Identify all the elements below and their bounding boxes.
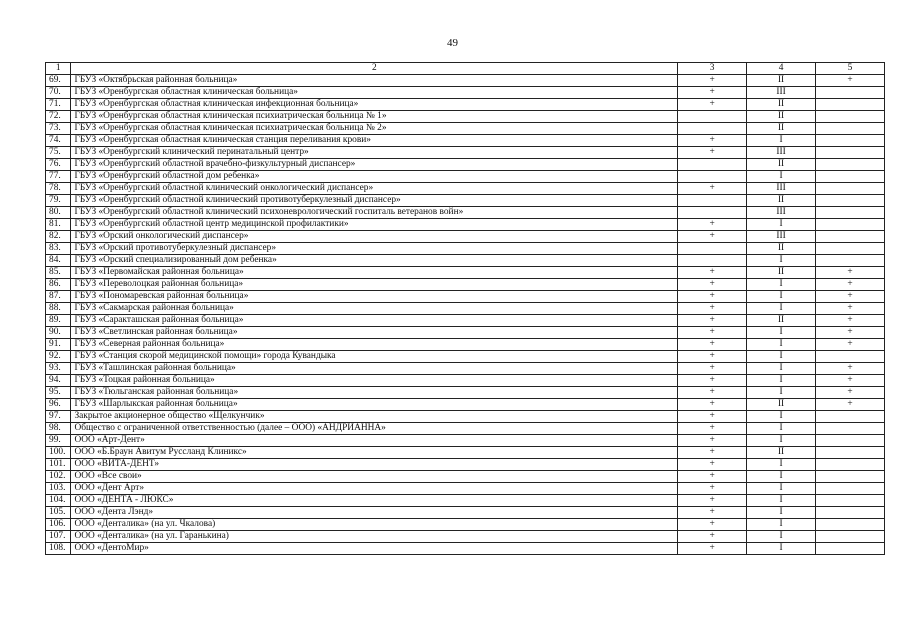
col-3-mark: + (678, 87, 747, 99)
col-4-level: II (747, 99, 816, 111)
col-3-mark (678, 123, 747, 135)
col-5-mark: + (816, 387, 885, 399)
col-4-level: I (747, 351, 816, 363)
organization-name: ГБУЗ «Шарлыкская районная больница» (71, 399, 678, 411)
row-number: 75. (46, 147, 71, 159)
row-number: 80. (46, 207, 71, 219)
organization-name: ГБУЗ «Станция скорой медицинской помощи» города Кувандыка (71, 351, 678, 363)
organization-name: Закрытое акционерное общество «Щелкунчик» (71, 411, 678, 423)
col-5-mark (816, 471, 885, 483)
row-number: 71. (46, 99, 71, 111)
registry-table-body (46, 63, 885, 555)
col-3-mark: + (678, 411, 747, 423)
table-row (46, 147, 885, 159)
organization-name: ГБУЗ «Тюльганская районная больница» (71, 387, 678, 399)
row-number: 103. (46, 483, 71, 495)
col-4-level: III (747, 147, 816, 159)
col-3-mark (678, 243, 747, 255)
row-number: 108. (46, 543, 71, 555)
col-5-mark (816, 207, 885, 219)
table-row (46, 267, 885, 279)
col-5-mark (816, 543, 885, 555)
col-4-level: III (747, 87, 816, 99)
table-row (46, 399, 885, 411)
row-number: 77. (46, 171, 71, 183)
organization-name: ГБУЗ «Тоцкая районная больница» (71, 375, 678, 387)
table-row (46, 75, 885, 87)
row-number: 76. (46, 159, 71, 171)
col-3-mark: + (678, 339, 747, 351)
col-4-level: III (747, 207, 816, 219)
col-5-mark: + (816, 339, 885, 351)
row-number: 100. (46, 447, 71, 459)
row-number: 86. (46, 279, 71, 291)
col-4-level: I (747, 543, 816, 555)
col-5-mark (816, 255, 885, 267)
table-row (46, 495, 885, 507)
organization-name: ООО «ВИТА-ДЕНТ» (71, 459, 678, 471)
table-row (46, 471, 885, 483)
col-3-mark (678, 171, 747, 183)
row-number: 96. (46, 399, 71, 411)
table-row (46, 507, 885, 519)
table-row (46, 375, 885, 387)
col-5-mark (816, 447, 885, 459)
col-5-mark: + (816, 291, 885, 303)
col-3-mark: + (678, 231, 747, 243)
col-4-level: II (747, 267, 816, 279)
col-4-level: I (747, 435, 816, 447)
row-number: 99. (46, 435, 71, 447)
row-number: 93. (46, 363, 71, 375)
col-5-mark (816, 219, 885, 231)
col-3-mark (678, 207, 747, 219)
col-5-mark: + (816, 303, 885, 315)
header-col-4: 4 (747, 63, 816, 75)
col-3-mark: + (678, 495, 747, 507)
row-number: 89. (46, 315, 71, 327)
organization-name: ГБУЗ «Оренбургская областная клиническая психиатрическая больница № 2» (71, 123, 678, 135)
table-row (46, 387, 885, 399)
organization-name: ГБУЗ «Орский специализированный дом ребенка» (71, 255, 678, 267)
organization-name: ООО «ДЕНТА - ЛЮКС» (71, 495, 678, 507)
col-3-mark: + (678, 543, 747, 555)
row-number: 90. (46, 327, 71, 339)
col-3-mark: + (678, 447, 747, 459)
col-5-mark (816, 423, 885, 435)
table-row (46, 219, 885, 231)
table-row (46, 423, 885, 435)
organization-name: ГБУЗ «Северная районная больница» (71, 339, 678, 351)
col-5-mark (816, 531, 885, 543)
col-3-mark: + (678, 363, 747, 375)
row-number: 106. (46, 519, 71, 531)
organization-name: ГБУЗ «Светлинская районная больница» (71, 327, 678, 339)
table-row (46, 303, 885, 315)
organization-name: ГБУЗ «Октябрьская районная больница» (71, 75, 678, 87)
table-row (46, 483, 885, 495)
col-4-level: I (747, 471, 816, 483)
organization-name: ООО «ДентоМир» (71, 543, 678, 555)
row-number: 102. (46, 471, 71, 483)
col-5-mark (816, 147, 885, 159)
organization-name: ГБУЗ «Оренбургский областной дом ребенка» (71, 171, 678, 183)
row-number: 92. (46, 351, 71, 363)
col-4-level: I (747, 279, 816, 291)
table-row (46, 435, 885, 447)
row-number: 81. (46, 219, 71, 231)
organization-name: ООО «Арт-Дент» (71, 435, 678, 447)
row-number: 85. (46, 267, 71, 279)
organization-name: ООО «Все свои» (71, 471, 678, 483)
organization-name: ГБУЗ «Оренбургский областной клинический онкологический диспансер» (71, 183, 678, 195)
registry-table (45, 62, 885, 555)
row-number: 79. (46, 195, 71, 207)
col-4-level: I (747, 375, 816, 387)
col-4-level: I (747, 495, 816, 507)
organization-name: ГБУЗ «Оренбургская областная клиническая больница» (71, 87, 678, 99)
col-4-level: II (747, 447, 816, 459)
row-number: 101. (46, 459, 71, 471)
col-3-mark: + (678, 483, 747, 495)
row-number: 73. (46, 123, 71, 135)
organization-name: ГБУЗ «Оренбургская областная клиническая станция переливания крови» (71, 135, 678, 147)
organization-name: ГБУЗ «Оренбургский областной врачебно-физкультурный диспансер» (71, 159, 678, 171)
organization-name: ООО «Денталика» (на ул. Чкалова) (71, 519, 678, 531)
col-3-mark (678, 111, 747, 123)
col-3-mark (678, 159, 747, 171)
row-number: 107. (46, 531, 71, 543)
col-5-mark (816, 351, 885, 363)
col-4-level: I (747, 387, 816, 399)
col-4-level: I (747, 531, 816, 543)
table-row (46, 279, 885, 291)
organization-name: ООО «Дент Арт» (71, 483, 678, 495)
col-3-mark: + (678, 459, 747, 471)
col-4-level: I (747, 219, 816, 231)
table-row (46, 363, 885, 375)
col-3-mark: + (678, 531, 747, 543)
table-row (46, 327, 885, 339)
col-4-level: II (747, 111, 816, 123)
organization-name: ГБУЗ «Саракташская районная больница» (71, 315, 678, 327)
col-4-level: II (747, 75, 816, 87)
organization-name: ГБУЗ «Сакмарская районная больница» (71, 303, 678, 315)
col-5-mark: + (816, 315, 885, 327)
table-row (46, 87, 885, 99)
col-5-mark (816, 111, 885, 123)
col-5-mark (816, 519, 885, 531)
table-row (46, 135, 885, 147)
col-4-level: III (747, 231, 816, 243)
col-3-mark: + (678, 423, 747, 435)
col-3-mark: + (678, 147, 747, 159)
col-4-level: I (747, 519, 816, 531)
header-row (46, 63, 885, 75)
col-4-level: I (747, 459, 816, 471)
col-4-level: II (747, 315, 816, 327)
col-4-level: II (747, 399, 816, 411)
row-number: 70. (46, 87, 71, 99)
col-5-mark (816, 87, 885, 99)
col-5-mark: + (816, 363, 885, 375)
col-4-level: I (747, 339, 816, 351)
col-5-mark: + (816, 279, 885, 291)
table-row (46, 447, 885, 459)
col-4-level: II (747, 123, 816, 135)
header-col-3: 3 (678, 63, 747, 75)
col-4-level: I (747, 135, 816, 147)
row-number: 97. (46, 411, 71, 423)
col-5-mark (816, 99, 885, 111)
table-row (46, 243, 885, 255)
col-5-mark (816, 183, 885, 195)
organization-name: ГБУЗ «Оренбургский областной клинический противотуберкулезный диспансер» (71, 195, 678, 207)
col-5-mark (816, 483, 885, 495)
table-row (46, 99, 885, 111)
organization-name: ООО «Б.Браун Авитум Руссланд Клиникс» (71, 447, 678, 459)
col-4-level: I (747, 423, 816, 435)
page-number: 49 (447, 37, 458, 49)
table-row (46, 339, 885, 351)
col-3-mark: + (678, 267, 747, 279)
col-3-mark: + (678, 303, 747, 315)
col-4-level: I (747, 291, 816, 303)
organization-name: ГБУЗ «Орский противотуберкулезный диспансер» (71, 243, 678, 255)
organization-name: ГБУЗ «Орский онкологический диспансер» (71, 231, 678, 243)
row-number: 87. (46, 291, 71, 303)
col-3-mark (678, 255, 747, 267)
organization-name: ГБУЗ «Оренбургский областной центр медицинской профилактики» (71, 219, 678, 231)
col-5-mark (816, 435, 885, 447)
col-4-level: I (747, 507, 816, 519)
col-4-level: I (747, 363, 816, 375)
table-row (46, 111, 885, 123)
row-number: 88. (46, 303, 71, 315)
col-3-mark: + (678, 279, 747, 291)
col-5-mark (816, 411, 885, 423)
col-5-mark (816, 123, 885, 135)
col-3-mark: + (678, 99, 747, 111)
row-number: 98. (46, 423, 71, 435)
col-3-mark: + (678, 291, 747, 303)
organization-name: ООО «Дента Лэнд» (71, 507, 678, 519)
col-3-mark: + (678, 351, 747, 363)
col-4-level: II (747, 243, 816, 255)
col-5-mark: + (816, 327, 885, 339)
col-5-mark (816, 507, 885, 519)
organization-name: ГБУЗ «Оренбургский областной клинический психоневрологический госпиталь ветеранов войн» (71, 207, 678, 219)
col-3-mark: + (678, 387, 747, 399)
col-5-mark: + (816, 75, 885, 87)
row-number: 83. (46, 243, 71, 255)
col-4-level: II (747, 159, 816, 171)
header-col-5: 5 (816, 63, 885, 75)
col-5-mark (816, 459, 885, 471)
header-col-1: 1 (46, 63, 71, 75)
organization-name: ГБУЗ «Оренбургская областная клиническая инфекционная больница» (71, 99, 678, 111)
col-4-level: III (747, 183, 816, 195)
col-4-level: I (747, 327, 816, 339)
row-number: 72. (46, 111, 71, 123)
col-4-level: I (747, 171, 816, 183)
col-5-mark (816, 231, 885, 243)
col-5-mark (816, 195, 885, 207)
col-5-mark (816, 135, 885, 147)
col-3-mark: + (678, 75, 747, 87)
organization-name: ООО «Денталика» (на ул. Гаранькина) (71, 531, 678, 543)
row-number: 94. (46, 375, 71, 387)
table-row (46, 207, 885, 219)
row-number: 69. (46, 75, 71, 87)
table-row (46, 159, 885, 171)
table-row (46, 519, 885, 531)
col-3-mark: + (678, 399, 747, 411)
row-number: 104. (46, 495, 71, 507)
table-row (46, 291, 885, 303)
organization-name: ГБУЗ «Переволоцкая районная больница» (71, 279, 678, 291)
col-3-mark: + (678, 219, 747, 231)
table-row (46, 123, 885, 135)
row-number: 84. (46, 255, 71, 267)
col-3-mark: + (678, 435, 747, 447)
col-3-mark: + (678, 327, 747, 339)
col-3-mark: + (678, 183, 747, 195)
col-5-mark: + (816, 375, 885, 387)
table-row (46, 255, 885, 267)
col-5-mark (816, 495, 885, 507)
table-row (46, 231, 885, 243)
table-row (46, 171, 885, 183)
col-3-mark (678, 195, 747, 207)
table-row (46, 315, 885, 327)
col-4-level: I (747, 483, 816, 495)
header-col-2: 2 (71, 63, 678, 75)
col-5-mark (816, 159, 885, 171)
row-number: 78. (46, 183, 71, 195)
organization-name: ГБУЗ «Оренбургский клинический перинатальный центр» (71, 147, 678, 159)
table-row (46, 183, 885, 195)
table-row (46, 411, 885, 423)
organization-name: ГБУЗ «Оренбургская областная клиническая психиатрическая больница № 1» (71, 111, 678, 123)
col-5-mark (816, 171, 885, 183)
col-5-mark: + (816, 267, 885, 279)
table-row (46, 531, 885, 543)
row-number: 91. (46, 339, 71, 351)
col-3-mark: + (678, 315, 747, 327)
table-row (46, 195, 885, 207)
table-row (46, 351, 885, 363)
organization-name: Общество с ограниченной ответственностью (далее – ООО) «АНДРИАННА» (71, 423, 678, 435)
row-number: 95. (46, 387, 71, 399)
organization-name: ГБУЗ «Ташлинская районная больница» (71, 363, 678, 375)
col-3-mark: + (678, 375, 747, 387)
row-number: 74. (46, 135, 71, 147)
organization-name: ГБУЗ «Пономаревская районная больница» (71, 291, 678, 303)
col-4-level: I (747, 303, 816, 315)
row-number: 105. (46, 507, 71, 519)
col-4-level: I (747, 255, 816, 267)
col-3-mark: + (678, 507, 747, 519)
col-3-mark: + (678, 519, 747, 531)
organization-name: ГБУЗ «Первомайская районная больница» (71, 267, 678, 279)
col-3-mark: + (678, 471, 747, 483)
table-row (46, 459, 885, 471)
col-4-level: I (747, 411, 816, 423)
col-4-level: II (747, 195, 816, 207)
col-5-mark (816, 243, 885, 255)
col-3-mark: + (678, 135, 747, 147)
table-row (46, 543, 885, 555)
col-5-mark: + (816, 399, 885, 411)
row-number: 82. (46, 231, 71, 243)
